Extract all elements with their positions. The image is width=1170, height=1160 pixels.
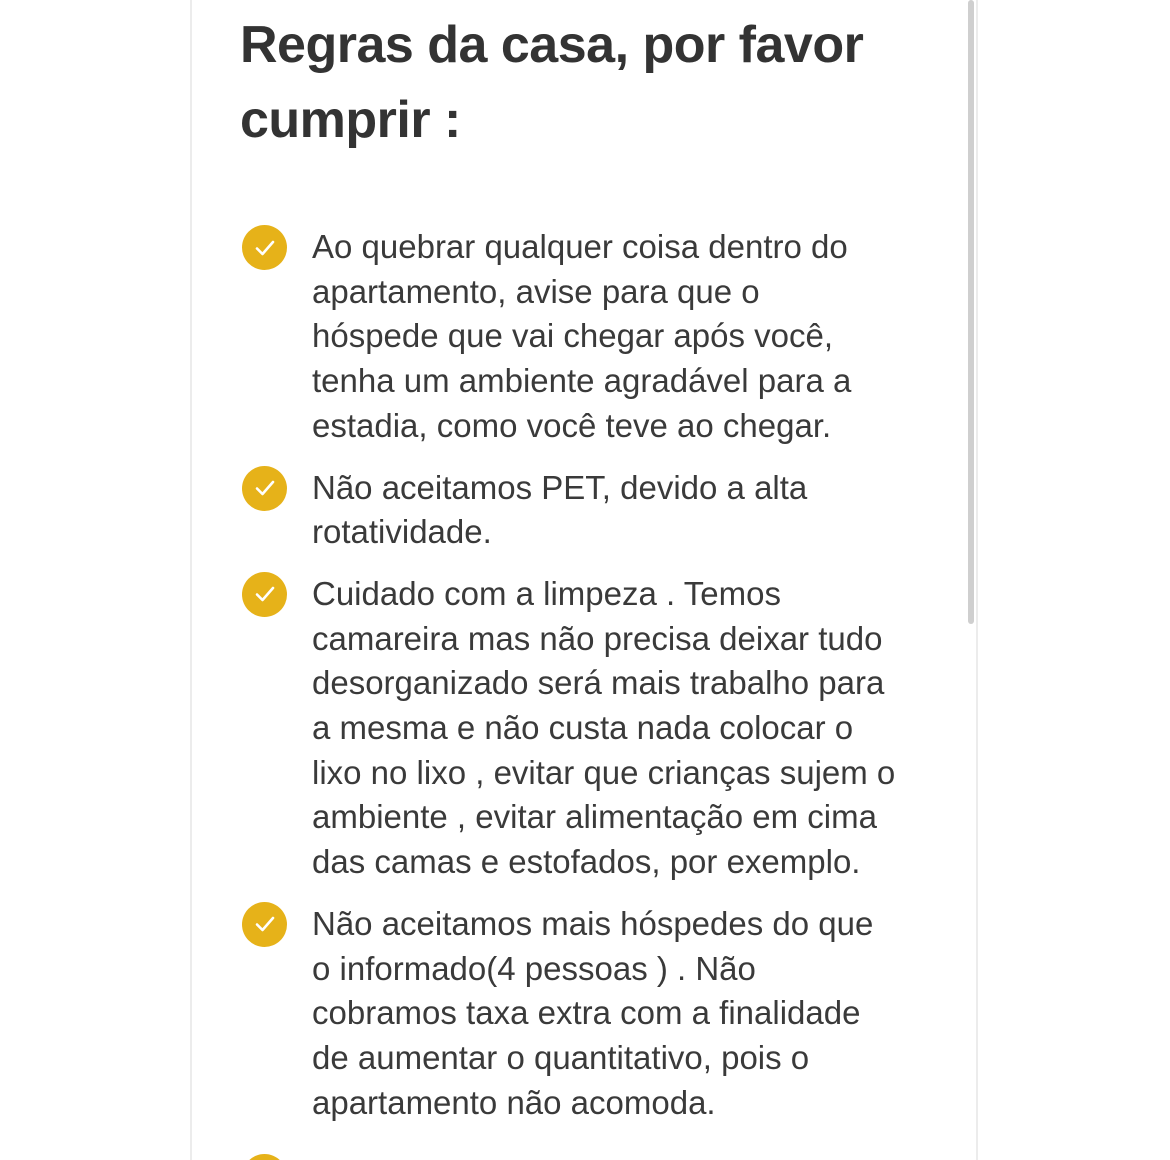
rules-list (240, 225, 940, 1142)
scrollbar[interactable] (968, 0, 974, 624)
check-circle-icon (242, 466, 287, 511)
list-item (240, 225, 940, 449)
list-item (240, 466, 940, 555)
rule-text: Ao quebrar qualquer coisa dentro do apartamento, avise para que o hóspede que vai chegar após você, tenha um ambiente agradável para a estadia, como você teve ao chegar. (312, 228, 852, 444)
check-circle-icon (242, 225, 287, 270)
check-circle-icon (242, 902, 287, 947)
list-item (240, 902, 940, 1126)
list-item (240, 572, 940, 885)
rule-text: Não aceitamos mais hóspedes do que o informado(4 pessoas ) . Não cobramos taxa extra com a finalidade de aumentar o quantitativo, pois o apartamento não acomoda. (312, 904, 874, 1121)
rule-text: Cuidado com a limpeza . Temos camareira mas não precisa deixar tudo desorganizado será mais trabalho para a mesma e não custa nada colocar o lixo no lixo , evitar que crianças sujem o ambiente , evitar alimentação em cima das camas e estofados, por exemplo. (312, 574, 896, 881)
rule-text: Não aceitamos PET, devido a alta rotatividade. (312, 468, 808, 551)
page-title: Regras da casa, por favor cumprir : (240, 16, 864, 149)
check-circle-icon (242, 572, 287, 617)
